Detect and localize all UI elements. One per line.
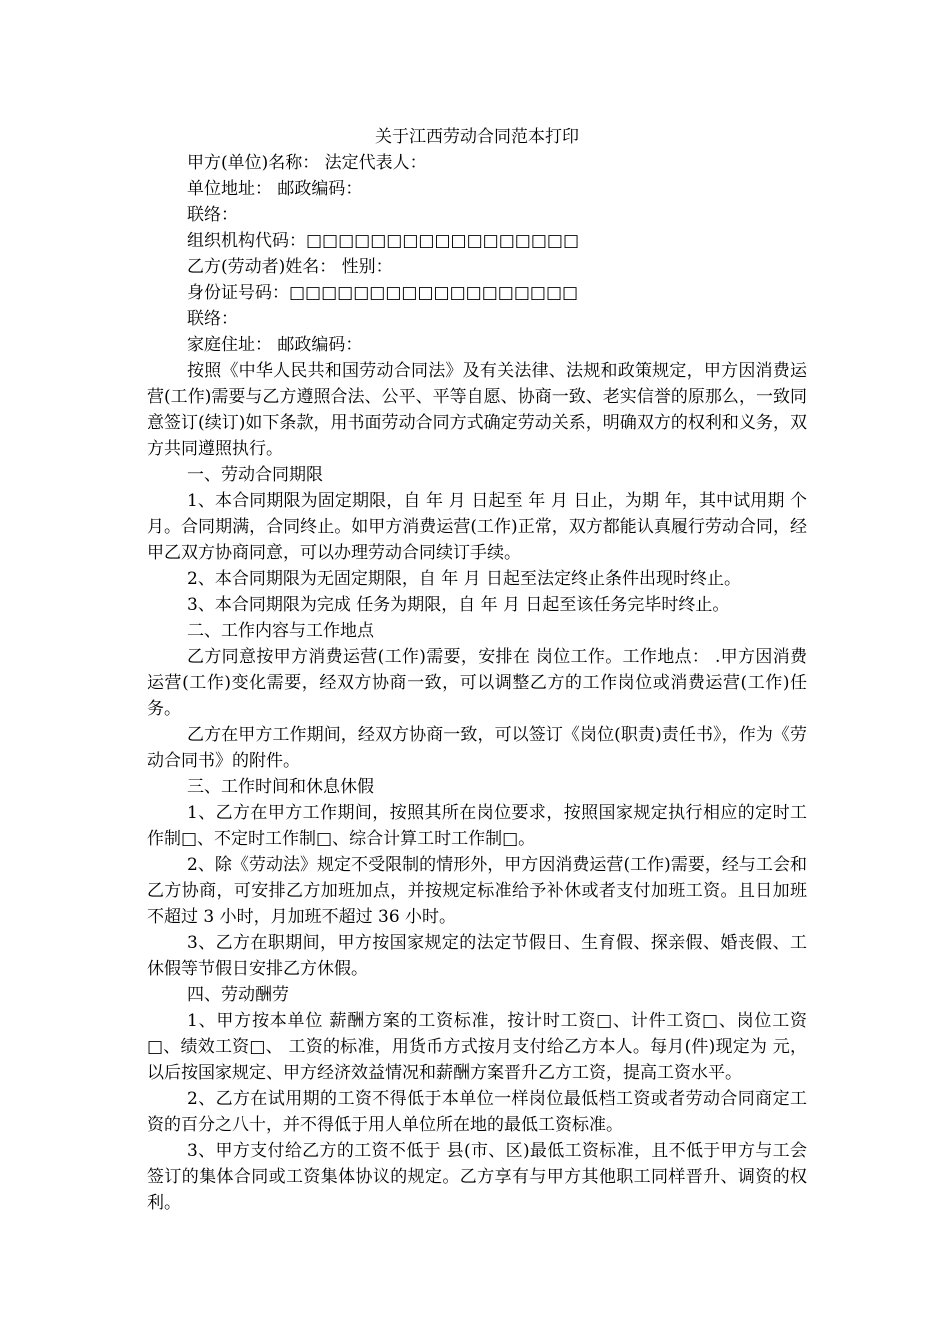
section-heading-hours: 三、工作时间和休息休假 [187,777,374,797]
party-b-home-line: 家庭住址： 邮政编码： [187,335,363,355]
hours-clause-1: 1、乙方在甲方工作期间，按照其所在岗位要求，按照国家规定执行相应的定时工作制□、不定时工作制□、综合计算工时工作制□。 [147,803,807,849]
hours-clause-3: 3、乙方在职期间，甲方按国家规定的法定节假日、生育假、探亲假、婚丧假、工休假等节假日安排乙方休假。 [147,933,807,979]
work-clause-2: 乙方在甲方工作期间，经双方协商一致，可以签订《岗位(职责)责任书》，作为《劳动合同书》的附件。 [147,725,807,771]
term-clause-3: 3、本合同期限为完成 任务为期限，自 年 月 日起至该任务完毕时终止。 [187,595,730,615]
party-a-org-code-line: 组织机构代码：□□□□□□□□□□□□□□□□□ [187,231,580,251]
section-heading-term: 一、劳动合同期限 [187,465,323,485]
document-title: 关于江西劳动合同范本打印 [375,127,579,147]
party-a-contact-line: 联络： [187,205,238,225]
party-b-name-line: 乙方(劳动者)姓名： 性别： [187,257,393,277]
preamble-paragraph: 按照《中华人民共和国劳动合同法》及有关法律、法规和政策规定，甲方因消费运营(工作)需要与乙方遵照合法、公平、平等自愿、协商一致、老实信誉的原那么，一致同意签订(续订)如下条款，用书面劳动合同方式确定劳动关系，明确双方的权利和义务，双方共同遵照执行。 [147,361,807,459]
party-b-contact-line: 联络： [187,309,238,329]
pay-clause-1: 1、甲方按本单位 薪酬方案的工资标准，按计时工资□、计件工资□、岗位工资□、绩效工资□、 工资的标准，用货币方式按月支付给乙方本人。每月(件)现定为 元，以后按国家规定、甲方经济效益情况和薪酬方案晋升乙方工资，提高工资水平。 [147,1011,807,1083]
section-heading-work: 二、工作内容与工作地点 [187,621,374,641]
document-page [147,124,807,1216]
pay-clause-3: 3、甲方支付给乙方的工资不低于 县(市、区)最低工资标准，且不低于甲方与工会签订的集体合同或工资集体协议的规定。乙方享有与甲方其他职工同样晋升、调资的权利。 [147,1141,807,1213]
hours-clause-2: 2、除《劳动法》规定不受限制的情形外，甲方因消费运营(工作)需要，经与工会和乙方协商，可安排乙方加班加点，并按规定标准给予补休或者支付加班工资。且日加班不超过 3 小时，月加班不超过 36 小时。 [147,855,807,927]
work-clause-1: 乙方同意按甲方消费运营(工作)需要，安排在 岗位工作。工作地点： .甲方因消费运营(工作)变化需要，经双方协商一致，可以调整乙方的工作岗位或消费运营(工作)任务。 [147,647,807,719]
section-heading-pay: 四、劳动酬劳 [187,985,289,1005]
term-clause-1: 1、本合同期限为固定期限，自 年 月 日起至 年 月 日止，为期 年，其中试用期 个月。合同期满，合同终止。如甲方消费运营(工作)正常，双方都能认真履行劳动合同，经甲乙双方协商同意，可以办理劳动合同续订手续。 [147,491,807,563]
party-a-address-line: 单位地址： 邮政编码： [187,179,363,199]
party-a-name-line: 甲方(单位)名称： 法定代表人： [187,153,427,173]
term-clause-2: 2、本合同期限为无固定期限，自 年 月 日起至法定终止条件出现时终止。 [187,569,742,589]
pay-clause-2: 2、乙方在试用期的工资不得低于本单位一样岗位最低档工资或者劳动合同商定工资的百分之八十，并不得低于用人单位所在地的最低工资标准。 [147,1089,807,1135]
party-b-id-line: 身份证号码：□□□□□□□□□□□□□□□□□□ [187,283,579,303]
